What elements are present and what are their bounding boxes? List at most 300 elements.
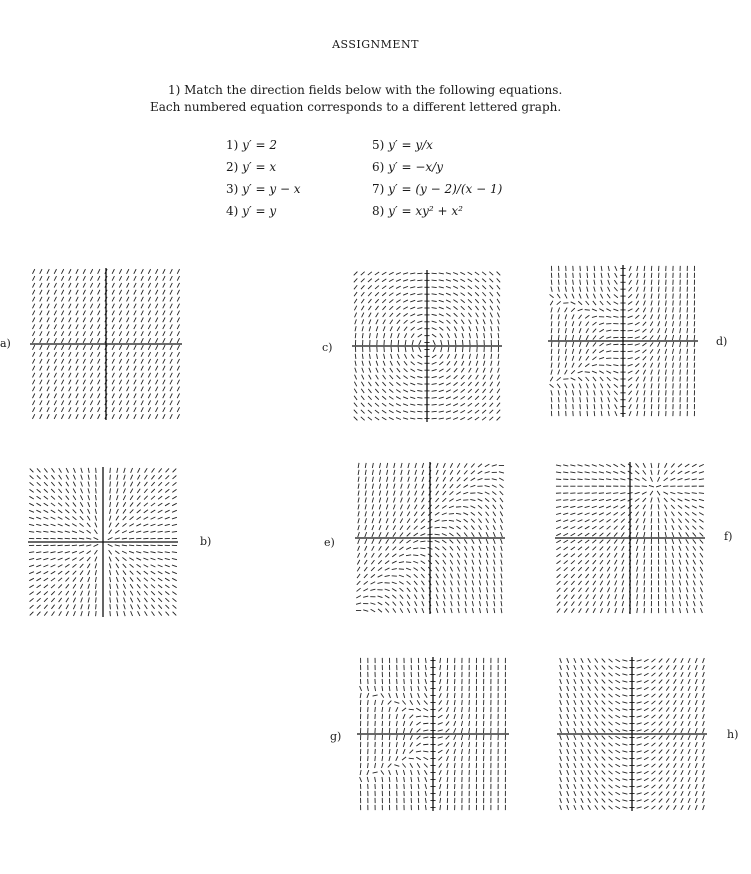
- slope-segment: [649, 485, 654, 487]
- slope-segment: [700, 533, 704, 537]
- slope-segment: [411, 686, 412, 691]
- slope-segment: [158, 598, 162, 602]
- slope-segment: [141, 317, 143, 322]
- slope-segment: [454, 368, 457, 372]
- slope-segment: [439, 307, 444, 309]
- slope-segment: [587, 397, 588, 402]
- slope-segment: [134, 380, 136, 385]
- slope-segment: [44, 598, 48, 602]
- slope-segment: [166, 468, 169, 472]
- slope-segment: [177, 283, 179, 288]
- slope-segment: [483, 382, 486, 386]
- slope-segment: [593, 294, 595, 299]
- slope-segment: [425, 805, 426, 810]
- slope-segment: [469, 728, 470, 733]
- slope-segment: [87, 516, 90, 520]
- slope-segment: [560, 686, 562, 691]
- slope-segment: [94, 530, 97, 534]
- slope-segment: [424, 764, 428, 768]
- slope-segment: [40, 387, 42, 392]
- slope-segment: [680, 342, 681, 347]
- slope-segment: [79, 531, 84, 533]
- slope-segment: [151, 605, 154, 609]
- slope-segment: [674, 658, 677, 663]
- slope-segment: [156, 400, 158, 405]
- slope-segment: [127, 338, 129, 343]
- slope-segment: [567, 735, 569, 740]
- slope-segment: [423, 716, 428, 717]
- slope-segment: [449, 527, 454, 529]
- slope-segment: [644, 377, 646, 382]
- slope-segment: [148, 400, 150, 405]
- slope-segment: [659, 673, 662, 677]
- slope-segment: [447, 700, 448, 705]
- slope-segment: [371, 574, 375, 577]
- slope-segment: [461, 749, 462, 754]
- slope-segment: [389, 756, 390, 761]
- slope-segment: [433, 347, 435, 352]
- slope-segment: [579, 294, 581, 299]
- slope-segment: [463, 506, 468, 507]
- slope-segment: [384, 333, 385, 338]
- slope-segment: [703, 749, 705, 754]
- slope-segment: [602, 806, 605, 810]
- slope-segment: [439, 770, 441, 775]
- slope-segment: [368, 763, 369, 768]
- slope-segment: [43, 552, 48, 553]
- slope-segment: [143, 524, 148, 526]
- slope-segment: [177, 373, 179, 378]
- slope-segment: [141, 324, 143, 329]
- slope-segment: [95, 516, 96, 521]
- slope-segment: [674, 805, 677, 810]
- slope-segment: [574, 721, 576, 726]
- slope-segment: [447, 327, 450, 331]
- slope-segment: [593, 335, 596, 339]
- slope-segment: [644, 799, 649, 802]
- slope-segment: [54, 366, 56, 371]
- slope-segment: [444, 601, 446, 606]
- slope-segment: [475, 286, 479, 289]
- slope-segment: [123, 584, 125, 589]
- slope-segment: [141, 352, 143, 357]
- slope-segment: [621, 526, 624, 530]
- slope-segment: [497, 272, 501, 276]
- slope-segment: [119, 400, 121, 405]
- slope-segment: [406, 547, 411, 549]
- slope-segment: [595, 693, 598, 697]
- slope-segment: [151, 510, 155, 513]
- slope-segment: [651, 806, 655, 809]
- slope-segment: [476, 728, 477, 733]
- slope-segment: [695, 805, 697, 810]
- slope-segment: [417, 294, 422, 295]
- slope-segment: [672, 532, 674, 537]
- slope-segment: [565, 308, 568, 313]
- slope-segment: [117, 611, 118, 616]
- slope-segment: [622, 546, 624, 551]
- slope-segment: [643, 370, 645, 375]
- slope-segment: [134, 297, 136, 302]
- slope-segment: [446, 280, 451, 282]
- slope-segment: [83, 276, 85, 281]
- slope-segment: [66, 489, 69, 493]
- slope-segment: [61, 345, 63, 350]
- slope-segment: [405, 347, 406, 352]
- slope-segment: [700, 567, 703, 572]
- slope-segment: [422, 498, 425, 503]
- slope-segment: [88, 495, 90, 500]
- slope-segment: [151, 489, 155, 493]
- slope-segment: [635, 471, 639, 474]
- slope-segment: [357, 560, 359, 565]
- slope-segment: [651, 511, 652, 516]
- slope-segment: [560, 658, 562, 663]
- slope-segment: [355, 375, 357, 380]
- slope-segment: [644, 390, 645, 395]
- slope-segment: [565, 280, 566, 285]
- slope-segment: [665, 532, 666, 537]
- slope-segment: [37, 468, 40, 472]
- slope-segment: [446, 390, 451, 392]
- slope-segment: [557, 377, 561, 380]
- slope-segment: [76, 366, 78, 371]
- slope-segment: [389, 770, 391, 775]
- slope-segment: [469, 756, 470, 761]
- slope-segment: [159, 468, 162, 472]
- slope-segment: [688, 735, 690, 740]
- slope-segment: [409, 758, 414, 759]
- slope-segment: [586, 335, 588, 340]
- slope-segment: [465, 560, 467, 565]
- slope-segment: [362, 354, 363, 359]
- slope-segment: [141, 304, 143, 309]
- slope-segment: [123, 495, 125, 500]
- slope-segment: [500, 498, 503, 502]
- slope-segment: [47, 304, 49, 309]
- slope-segment: [47, 373, 49, 378]
- slope-segment: [61, 352, 63, 357]
- slope-segment: [574, 763, 576, 768]
- slope-segment: [90, 283, 92, 288]
- slope-segment: [637, 587, 638, 592]
- slope-segment: [172, 585, 176, 588]
- slope-segment: [61, 283, 63, 288]
- slope-segment: [44, 591, 48, 594]
- slope-segment: [665, 560, 666, 565]
- slope-segment: [551, 397, 552, 402]
- slope-segment: [615, 736, 620, 739]
- slope-segment: [644, 736, 649, 739]
- slope-segment: [651, 294, 652, 299]
- slope-segment: [585, 364, 589, 367]
- slope-segment: [679, 574, 680, 579]
- slope-segment: [413, 561, 418, 563]
- slope-segment: [172, 482, 176, 485]
- slope-segment: [637, 674, 642, 675]
- slope-segment: [651, 736, 655, 739]
- slope-segment: [406, 568, 411, 570]
- slope-segment: [468, 396, 472, 399]
- slope-segment: [58, 558, 63, 560]
- slope-segment: [574, 735, 576, 740]
- slope-segment: [602, 757, 605, 761]
- slope-segment: [614, 533, 617, 537]
- slope-segment: [651, 792, 655, 795]
- slope-segment: [693, 608, 695, 613]
- slope-segment: [565, 390, 566, 395]
- slope-segment: [677, 493, 682, 494]
- slope-segment: [110, 475, 111, 480]
- slope-segment: [703, 665, 705, 670]
- slope-segment: [98, 407, 100, 412]
- slope-segment: [59, 468, 62, 472]
- slope-segment: [394, 484, 395, 489]
- slope-segment: [461, 403, 465, 406]
- slope-segment: [144, 565, 149, 568]
- slope-segment: [408, 477, 410, 482]
- slope-segment: [588, 728, 591, 733]
- slope-segment: [593, 601, 595, 606]
- slope-segment: [32, 400, 34, 405]
- slope-segment: [578, 554, 582, 557]
- slope-segment: [446, 404, 451, 406]
- slope-segment: [461, 320, 464, 324]
- slope-segment: [578, 533, 582, 536]
- slope-segment: [423, 737, 428, 738]
- slope-segment: [436, 601, 438, 606]
- slope-segment: [418, 791, 419, 796]
- slope-segment: [644, 778, 649, 781]
- slope-segment: [607, 567, 610, 572]
- slope-segment: [572, 335, 573, 340]
- equation-3: 3) y′ = y − x: [226, 182, 301, 196]
- slope-segment: [32, 345, 34, 350]
- slope-segment: [637, 667, 642, 668]
- slope-segment: [637, 779, 642, 780]
- slope-segment: [410, 735, 412, 740]
- slope-segment: [602, 687, 605, 691]
- slope-segment: [151, 475, 154, 479]
- slope-segment: [666, 728, 669, 732]
- slope-segment: [58, 531, 63, 532]
- slope-segment: [551, 363, 552, 368]
- slope-segment: [592, 519, 597, 521]
- slope-segment: [376, 326, 378, 331]
- slope-segment: [606, 499, 611, 500]
- slope-segment: [475, 292, 479, 296]
- slope-segment: [447, 784, 448, 789]
- slope-segment: [601, 397, 602, 402]
- slope-segment: [560, 805, 562, 810]
- slope-segment: [371, 609, 376, 612]
- slope-segment: [358, 491, 359, 496]
- slope-segment: [112, 345, 114, 350]
- slope-segment: [411, 770, 412, 775]
- slope-segment: [491, 326, 492, 331]
- slope-segment: [138, 468, 140, 473]
- slope-segment: [163, 352, 165, 357]
- direction-field-g: [357, 657, 509, 811]
- slope-segment: [148, 352, 150, 357]
- slope-segment: [637, 730, 642, 731]
- slope-segment: [403, 728, 404, 733]
- slope-segment: [165, 552, 170, 553]
- slope-segment: [417, 321, 422, 322]
- slope-segment: [606, 351, 611, 352]
- slope-segment: [693, 574, 695, 579]
- slope-segment: [567, 784, 569, 789]
- slope-segment: [615, 680, 620, 683]
- slope-segment: [592, 316, 597, 317]
- slope-segment: [425, 791, 426, 796]
- slope-segment: [367, 777, 368, 782]
- slope-segment: [129, 524, 133, 527]
- slope-segment: [144, 475, 147, 479]
- slope-segment: [95, 523, 97, 528]
- slope-segment: [658, 390, 659, 395]
- slope-segment: [90, 324, 92, 329]
- slope-segment: [686, 580, 688, 585]
- slope-segment: [564, 581, 568, 585]
- slope-segment: [369, 368, 371, 373]
- slope-segment: [432, 384, 437, 385]
- slope-segment: [574, 791, 576, 796]
- slope-segment: [593, 567, 596, 571]
- slope-segment: [493, 498, 497, 502]
- slope-segment: [141, 407, 143, 412]
- slope-segment: [88, 475, 89, 480]
- slope-segment: [497, 299, 500, 303]
- equations-right-column: [372, 134, 502, 222]
- slope-segment: [76, 311, 78, 316]
- slope-segment: [703, 756, 705, 761]
- slope-segment: [665, 349, 667, 354]
- slope-segment: [116, 502, 118, 507]
- slope-segment: [659, 778, 662, 782]
- slope-segment: [492, 465, 497, 466]
- slope-segment: [557, 602, 560, 606]
- slope-segment: [472, 587, 473, 592]
- slope-segment: [578, 309, 583, 311]
- slope-segment: [124, 611, 125, 616]
- slope-segment: [643, 518, 645, 523]
- slope-segment: [396, 777, 397, 782]
- slope-segment: [485, 498, 489, 501]
- slope-segment: [368, 272, 372, 275]
- slope-segment: [413, 548, 418, 549]
- slope-segment: [397, 320, 400, 324]
- slope-segment: [58, 517, 63, 520]
- slope-segment: [659, 743, 662, 747]
- slope-segment: [651, 694, 655, 697]
- slope-segment: [458, 580, 460, 585]
- slope-segment: [464, 519, 468, 522]
- slope-segment: [489, 410, 493, 414]
- slope-segment: [385, 575, 390, 576]
- slope-segment: [644, 287, 645, 292]
- slope-segment: [601, 280, 602, 285]
- slope-segment: [699, 493, 704, 494]
- slope-segment: [566, 273, 567, 278]
- slope-segment: [127, 304, 129, 309]
- slope-segment: [650, 349, 653, 353]
- slope-segment: [464, 526, 468, 530]
- slope-segment: [402, 708, 406, 711]
- slope-segment: [414, 519, 417, 523]
- slope-segment: [679, 525, 682, 529]
- slope-segment: [482, 279, 486, 282]
- slope-segment: [666, 294, 667, 299]
- slope-segment: [148, 380, 150, 385]
- slope-segment: [372, 525, 374, 530]
- slope-segment: [637, 594, 638, 599]
- slope-segment: [51, 510, 55, 513]
- slope-segment: [622, 765, 627, 766]
- slope-segment: [629, 404, 631, 409]
- slope-segment: [96, 481, 97, 486]
- slope-segment: [588, 714, 591, 719]
- slope-segment: [458, 574, 460, 579]
- slope-segment: [680, 356, 681, 361]
- slope-segment: [410, 300, 415, 302]
- slope-segment: [443, 470, 445, 475]
- slope-segment: [110, 577, 111, 582]
- slope-segment: [403, 749, 405, 754]
- slope-segment: [606, 472, 611, 474]
- slope-segment: [116, 516, 119, 520]
- slope-segment: [383, 320, 386, 325]
- slope-segment: [464, 463, 467, 467]
- slope-segment: [173, 605, 177, 608]
- slope-segment: [30, 612, 34, 616]
- slope-segment: [581, 700, 583, 705]
- slope-segment: [628, 371, 633, 373]
- slope-segment: [659, 771, 662, 775]
- slope-segment: [681, 784, 683, 789]
- slope-segment: [472, 608, 473, 613]
- slope-segment: [122, 557, 126, 560]
- slope-segment: [479, 539, 481, 544]
- slope-segment: [622, 608, 623, 613]
- slope-segment: [486, 560, 488, 565]
- slope-segment: [464, 532, 467, 536]
- slope-segment: [567, 749, 569, 754]
- slope-segment: [54, 380, 56, 385]
- slope-segment: [567, 665, 569, 670]
- slope-segment: [76, 317, 78, 322]
- slope-segment: [450, 463, 452, 468]
- slope-segment: [674, 700, 677, 705]
- slope-segment: [580, 280, 581, 285]
- slope-segment: [471, 526, 474, 530]
- slope-segment: [615, 601, 617, 606]
- slope-segment: [422, 491, 424, 496]
- slope-segment: [497, 389, 500, 393]
- slope-segment: [148, 269, 150, 274]
- slope-segment: [158, 503, 162, 506]
- slope-segment: [674, 749, 677, 754]
- slope-segment: [407, 588, 410, 592]
- slope-segment: [578, 377, 582, 381]
- slope-segment: [658, 307, 659, 312]
- slope-segment: [599, 371, 604, 374]
- slope-segment: [665, 511, 667, 516]
- slope-segment: [170, 317, 172, 322]
- slope-segment: [588, 707, 591, 712]
- slope-segment: [599, 493, 604, 494]
- slope-segment: [391, 354, 392, 359]
